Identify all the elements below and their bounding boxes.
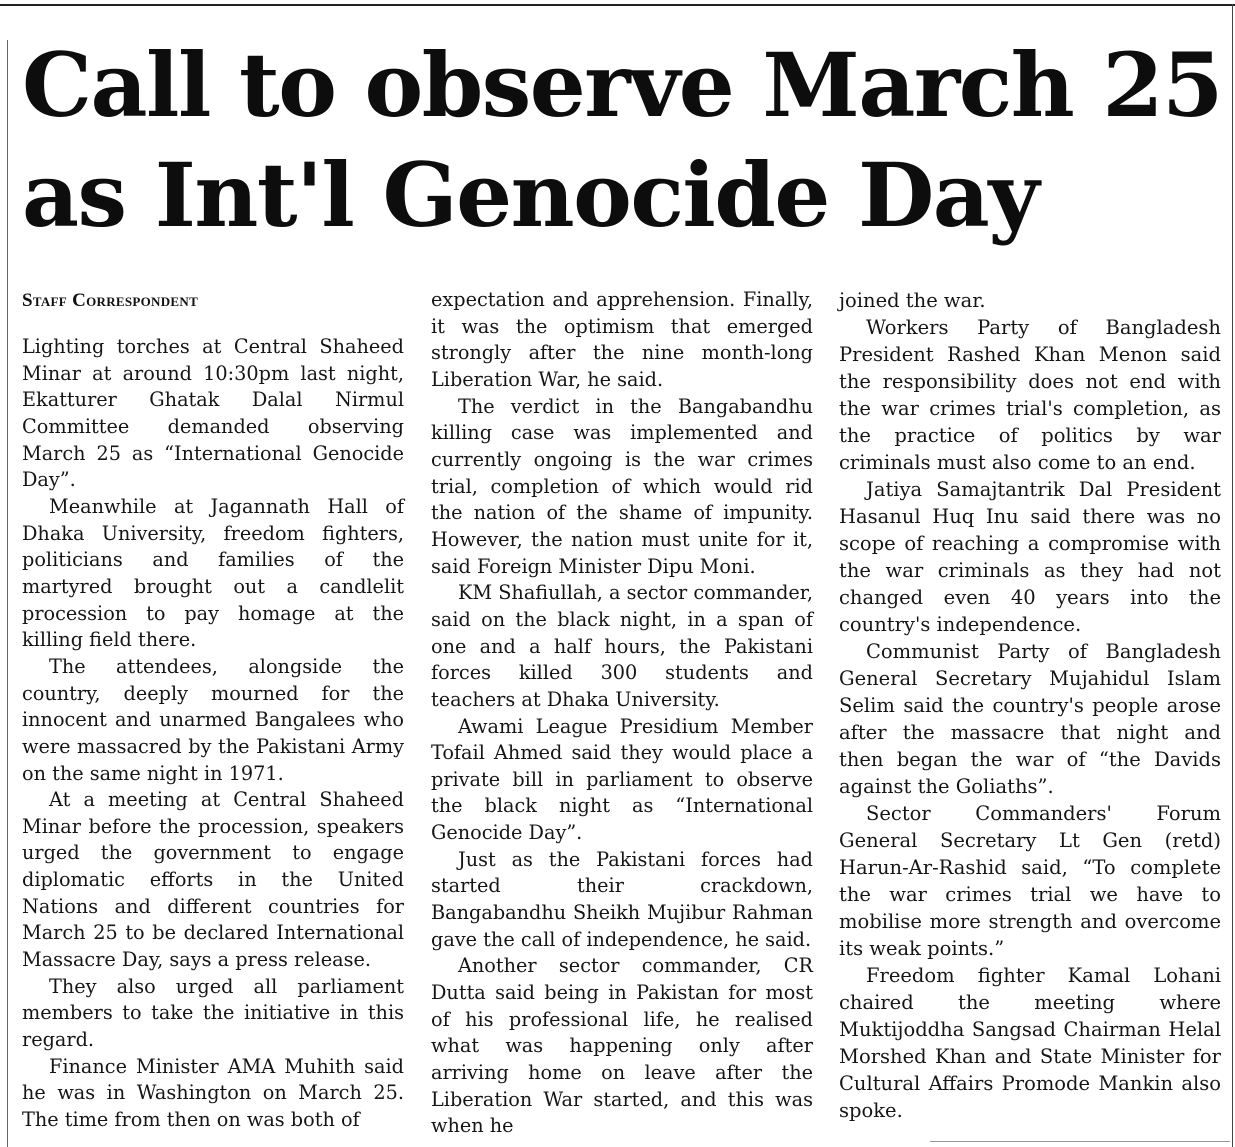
paragraph: Jatiya Samajtantrik Dal President Hasanul Huq Inu said there was no scope of reaching a compromise with the war criminals as they had not changed even 40 years into the country's independence. bbox=[839, 478, 1221, 636]
paragraph: The attendees, alongside the country, deeply mourned for the innocent and unarmed Bangalees who were massacred by the Pakistani Army on the same night in 1971. bbox=[22, 654, 404, 785]
paragraph-continued: expectation and apprehension. Finally, it was the optimism that emerged strongly after the nine month-long Liberation War, he said. bbox=[431, 288, 813, 391]
article-column-2 bbox=[431, 287, 813, 1140]
byline: Staff Correspondent bbox=[22, 290, 199, 311]
paragraph: Awami League Presidium Member Tofail Ahmed said they would place a private bill in parliament to observe the black night as “International Genocide Day”. bbox=[431, 714, 813, 845]
paragraph: Lighting torches at Central Shaheed Minar at around 10:30pm last night, Ekatturer Ghatak Dalal Nirmul Committee demanded observing March 25 as “International Genocide Day”. bbox=[22, 335, 404, 492]
paragraph: At a meeting at Central Shaheed Minar before the procession, speakers urged the government to engage diplomatic efforts in the United Nations and different countries for March 25 to be declared International Massacre Day, says a press release. bbox=[22, 788, 404, 972]
bottom-rule bbox=[930, 1141, 1230, 1142]
paragraph: Another sector commander, CR Dutta said being in Pakistan for most of his professional life, he realised what was happening only after arriving home on leave after the Liberation War started, and this was when he bbox=[431, 954, 813, 1138]
paragraph: They also urged all parliament members to take the initiative in this regard. bbox=[22, 974, 404, 1052]
left-column-rule bbox=[7, 40, 8, 1147]
paragraph-continued: joined the war. bbox=[839, 289, 986, 312]
paragraph: Communist Party of Bangladesh General Secretary Mujahidul Islam Selim said the country's people arose after the massacre that night and then began the war of “the Davids against the Goliaths”. bbox=[839, 640, 1221, 798]
paragraph: The verdict in the Bangabandhu killing case was implemented and currently ongoing is the war crimes trial, completion of which would rid the nation of the shame of impunity. However, the nation must unite for it, said Foreign Minister Dipu Moni. bbox=[431, 394, 813, 578]
paragraph: Just as the Pakistani forces had started their crackdown, Bangabandhu Sheikh Mujibur Rahman gave the call of independence, he said. bbox=[431, 847, 813, 951]
article-column-3 bbox=[839, 287, 1221, 1124]
top-rule bbox=[0, 4, 1235, 6]
article-column-1 bbox=[22, 334, 404, 1134]
paragraph: Sector Commanders' Forum General Secretary Lt Gen (retd) Harun-Ar-Rashid said, “To complete the war crimes trial we have to mobilise more strength and overcome its weak points.” bbox=[839, 802, 1221, 960]
paragraph: Finance Minister AMA Muhith said he was in Washington on March 25. The time from then on was both of bbox=[22, 1054, 404, 1132]
right-border-rule bbox=[1232, 4, 1233, 1147]
article-headline: Call to observe March 25 as Int'l Genocide Day bbox=[22, 33, 1222, 247]
paragraph: KM Shafiullah, a sector commander, said on the black night, in a span of one and a half hours, the Pakistani forces killed 300 students and teachers at Dhaka University. bbox=[431, 581, 813, 711]
paragraph: Meanwhile at Jagannath Hall of Dhaka University, freedom fighters, politicians and families of the martyred brought out a candlelit procession to pay homage at the killing field there. bbox=[22, 494, 404, 652]
paragraph: Workers Party of Bangladesh President Rashed Khan Menon said the responsibility does not end with the war crimes trial's completion, as the practice of politics by war criminals must also come to an end. bbox=[839, 316, 1221, 474]
paragraph: Freedom fighter Kamal Lohani chaired the meeting where Muktijoddha Sangsad Chairman Helal Morshed Khan and State Minister for Cultural Affairs Promode Mankin also spoke. bbox=[839, 964, 1221, 1122]
